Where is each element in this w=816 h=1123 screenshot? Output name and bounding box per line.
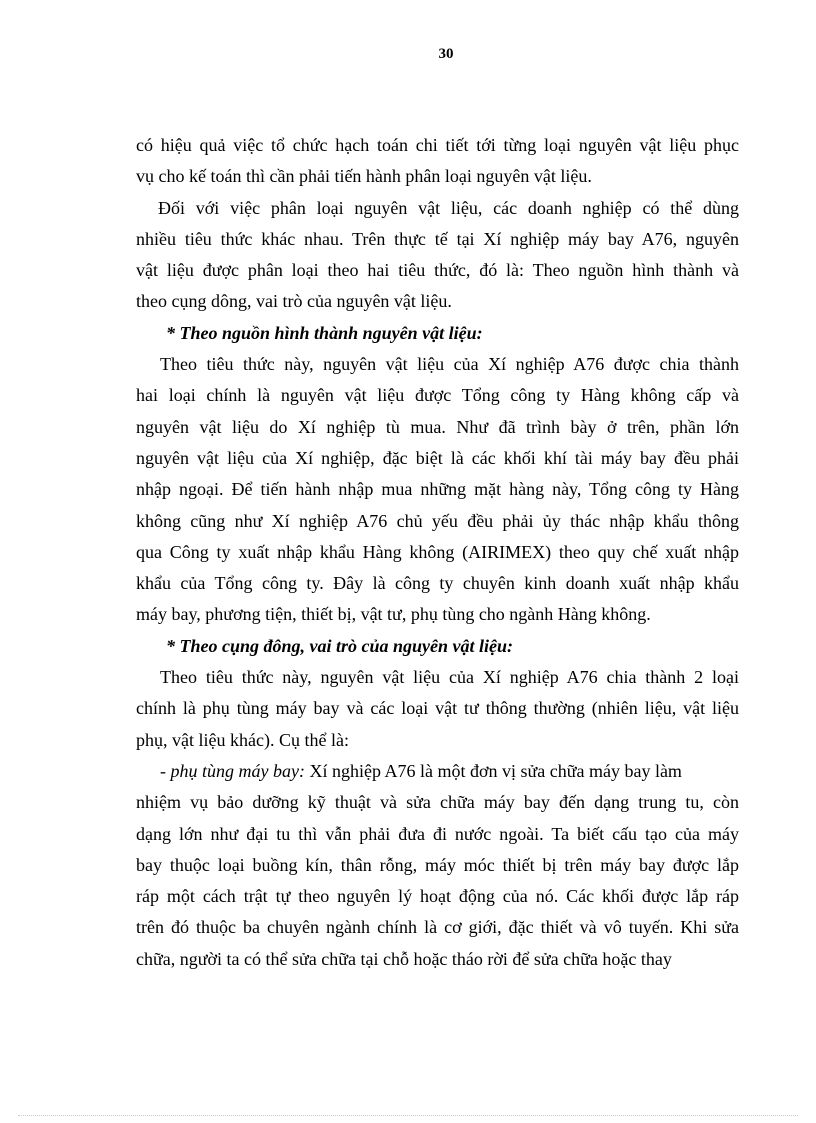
document-body [136,130,739,975]
text-line: dạng lớn như đại tu thì vẫn phải đưa đi nước ngoài. Ta biết cấu tạo của máy [136,823,739,844]
text-line: vụ cho kế toán thì cần phải tiến hành phân loại nguyên vật liệu. [136,166,592,187]
section-heading: * Theo nguồn hình thành nguyên vật liệu: [166,322,483,343]
text-line: máy bay, phương tiện, thiết bị, vật tư, phụ tùng cho ngành Hàng không. [136,604,651,625]
text-line: có hiệu quả việc tổ chức hạch toán chi tiết tới từng loại nguyên vật liệu phục [136,135,739,155]
text-line: theo cụng dông, vai trò của nguyên vật liệu. [136,291,452,312]
text-line: nhiều tiêu thức khác nhau. Trên thực tế tại Xí nghiệp máy bay A76, nguyên [136,228,739,249]
text-line: bay thuộc loại buồng kín, thân rỗng, máy móc thiết bị trên máy bay được lắp [136,854,739,875]
section-heading: * Theo cụng đông, vai trò của nguyên vật liệu: [166,635,514,656]
text-line: hai loại chính là nguyên vật liệu được Tổng công ty Hàng không cấp và [136,385,739,406]
text-line: vật liệu được phân loại theo hai tiêu thức, đó là: Theo nguồn hình thành và [136,260,739,281]
text-line: nguyên vật liệu của Xí nghiệp, đặc biệt là các khối khí tài máy bay đều phải [136,447,739,468]
page-number: 30 [438,46,454,62]
page-bottom-divider [18,1115,798,1116]
text-line: nhập ngoại. Để tiến hành nhập mua những mặt hàng này, Tổng công ty Hàng [136,479,739,500]
text-line: nhiệm vụ bảo dưỡng kỹ thuật và sửa chữa máy bay đến dạng trung tu, còn [136,792,739,813]
text-line: Theo tiêu thức này, nguyên vật liệu của Xí nghiệp A76 được chia thành [160,354,739,375]
text-line: không cũng như Xí nghiệp A76 chủ yếu đều phải ủy thác nhập khẩu thông [136,510,739,531]
term-label: - phụ tùng máy bay: [160,760,305,781]
text-line: khẩu của Tổng công ty. Đây là công ty chuyên kinh doanh xuất nhập khẩu [136,573,739,594]
text-line: Theo tiêu thức này, nguyên vật liệu của Xí nghiệp A76 chia thành 2 loại [160,667,739,688]
text-line [136,756,739,787]
text-line: chính là phụ tùng máy bay và các loại vật tư thông thường (nhiên liệu, vật liệu [136,698,739,719]
text-line: Đối với việc phân loại nguyên vật liệu, các doanh nghiệp có thể dùng [158,197,739,218]
text-line: trên đó thuộc ba chuyên ngành chính là cơ giới, đặc thiết và vô tuyến. Khi sửa [136,917,739,938]
text-line: nguyên vật liệu do Xí nghiệp tù mua. Như đã trình bày ở trên, phần lớn [136,416,739,437]
text-line: qua Công ty xuất nhập khẩu Hàng không (AIRIMEX) theo quy chế xuất nhập [136,541,739,562]
text-line: ráp một cách trật tự theo nguyên lý hoạt động của nó. Các khối được lắp ráp [136,886,739,907]
text-line: phụ, vật liệu khác). Cụ thể là: [136,729,349,750]
term-description: Xí nghiệp A76 là một đơn vị sửa chữa máy bay làm [304,760,682,781]
text-line: chữa, người ta có thể sửa chữa tại chỗ hoặc tháo rời để sửa chữa hoặc thay [136,948,672,969]
